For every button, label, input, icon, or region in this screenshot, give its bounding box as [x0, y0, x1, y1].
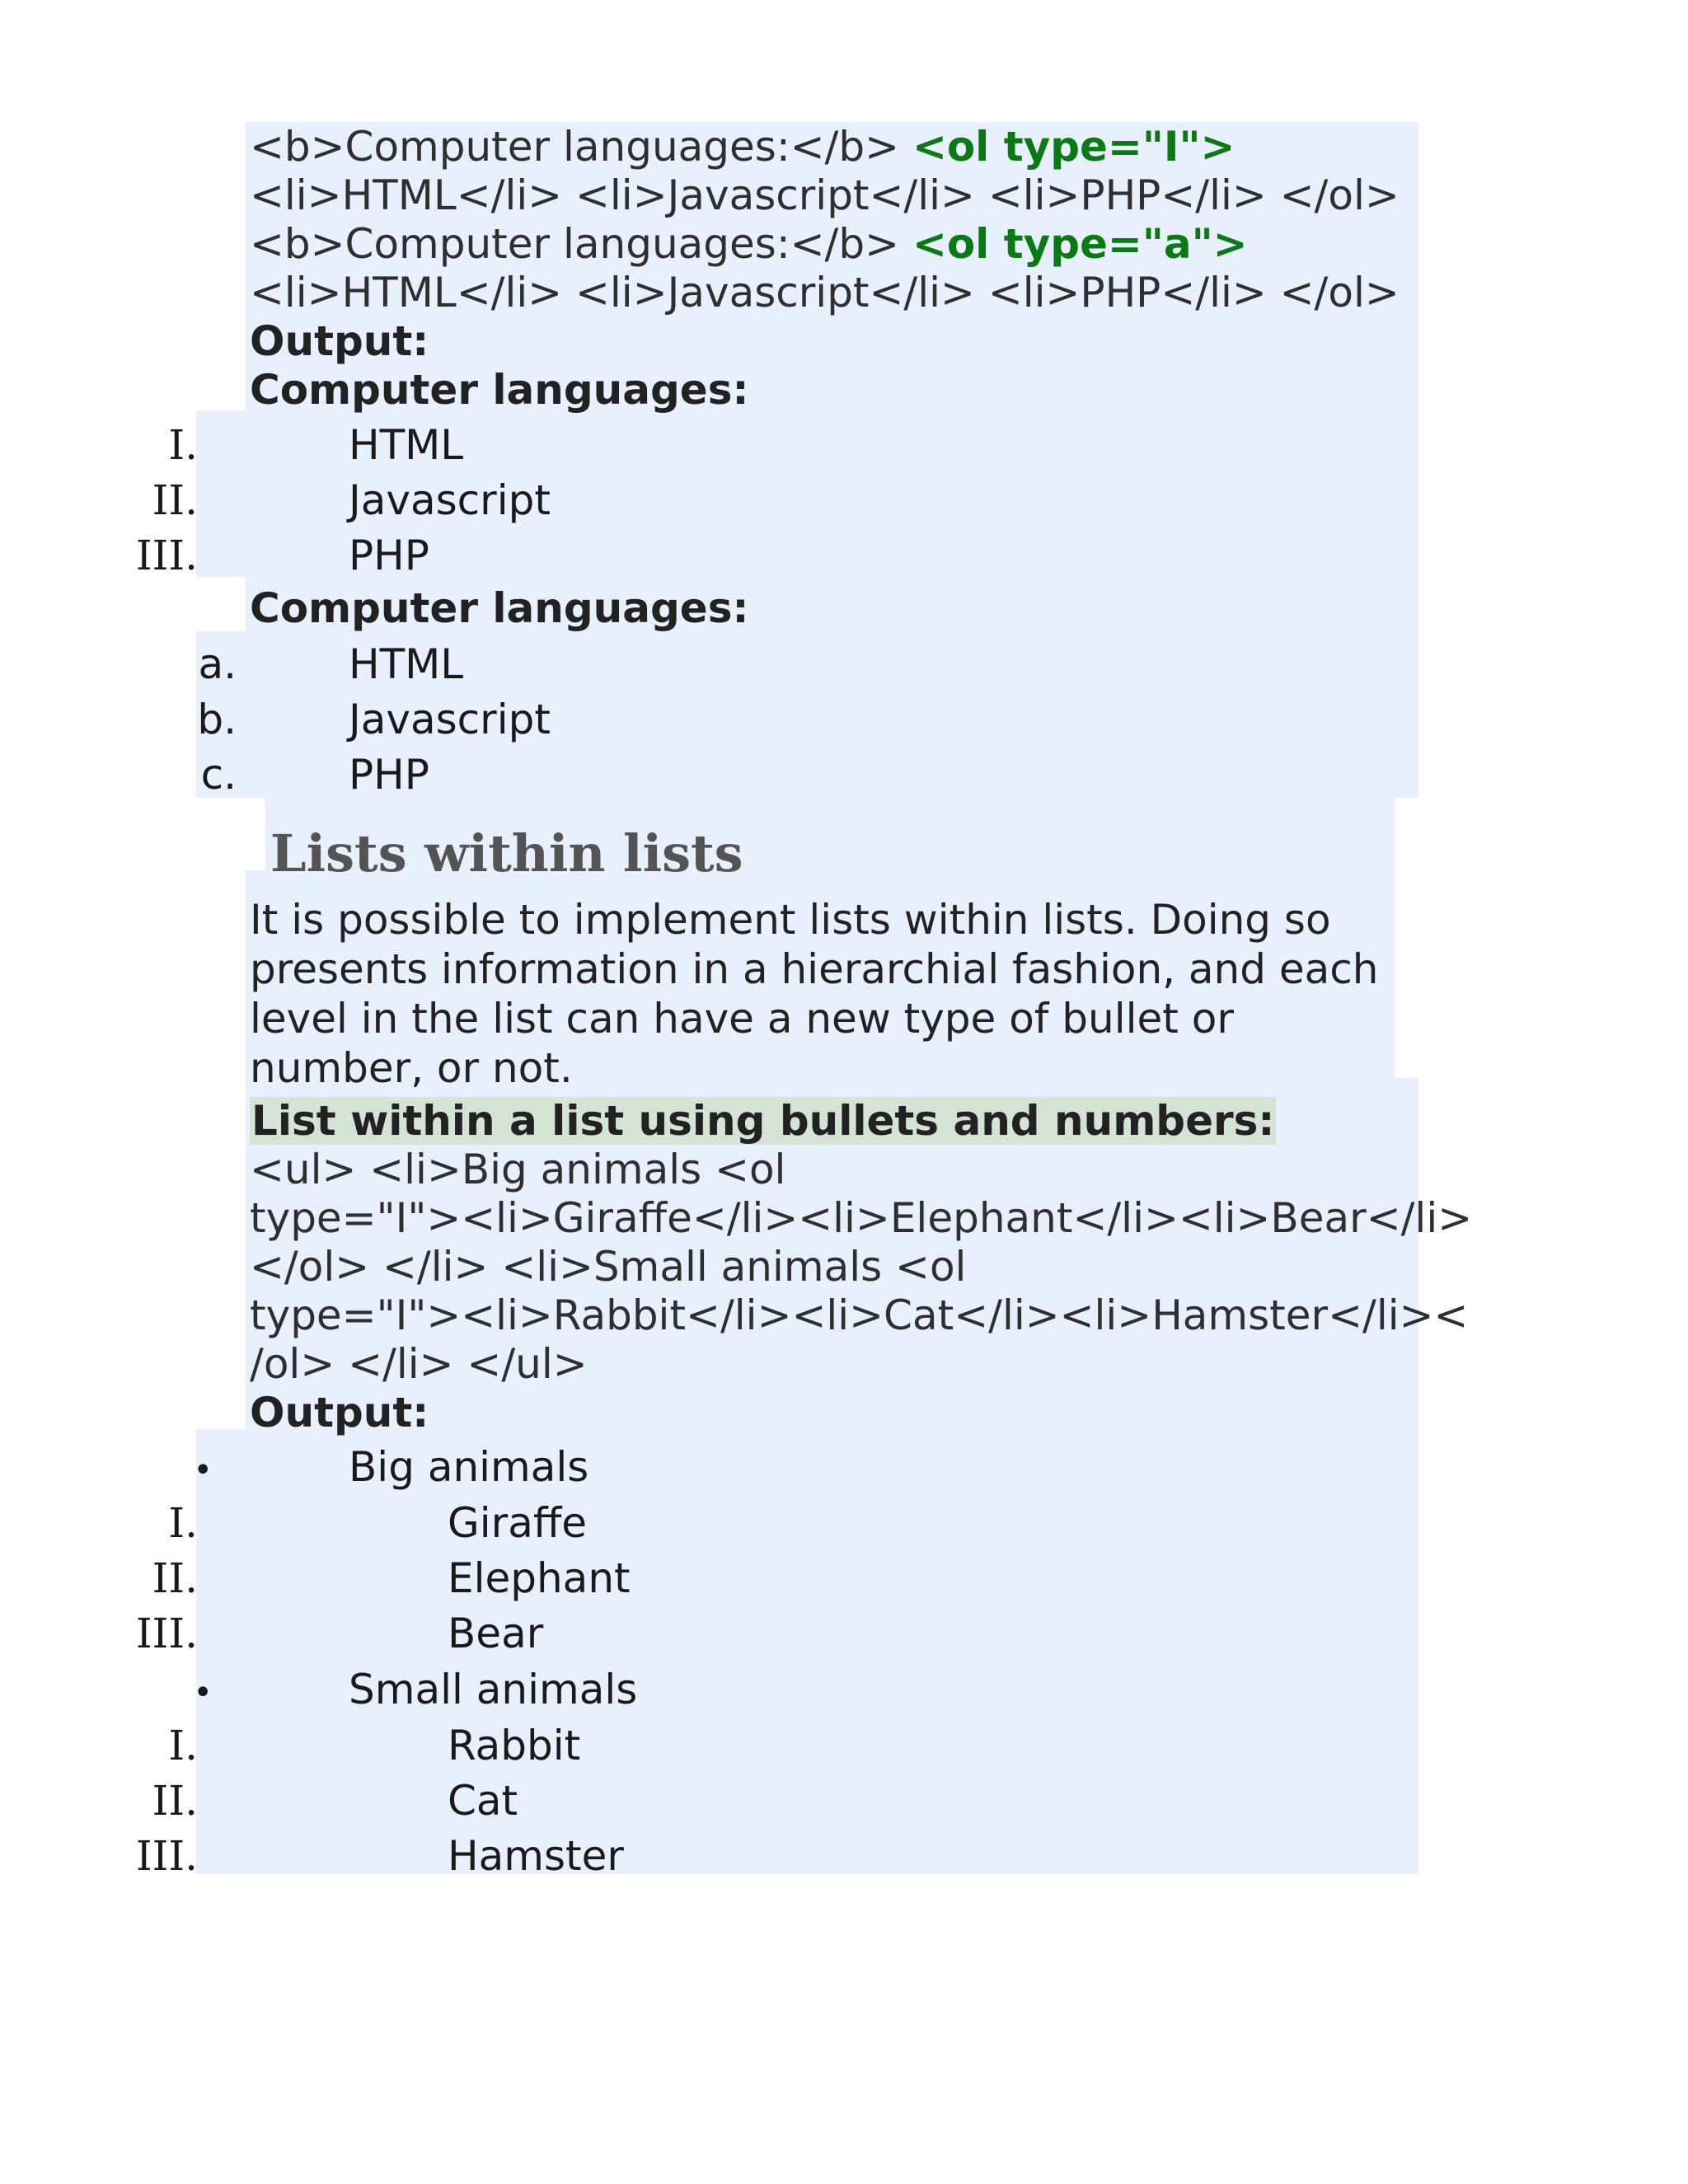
list-item: Javascript — [349, 696, 551, 743]
code-line: <ul> <li>Big animals <ol — [250, 1146, 786, 1193]
list-title: Computer languages: — [250, 584, 749, 632]
code-line: type="I"><li>Giraffe</li><li>Elephant</li><li>Bear</li> — [250, 1194, 1473, 1242]
code-text: <b>Computer languages:</b> — [250, 123, 912, 171]
list-marker: I. — [168, 1499, 198, 1547]
list-item: Hamster — [448, 1832, 624, 1880]
list-item: Rabbit — [448, 1722, 581, 1769]
list-marker: c. — [200, 751, 237, 799]
list-item: HTML — [349, 421, 464, 469]
code-text: <li>HTML</li> <li>Javascript</li> <li>PHP</li> </ol> — [250, 269, 1400, 316]
code-tag-highlight: <ol type="I"> — [912, 123, 1236, 171]
code-line-4 — [250, 268, 1400, 317]
list-item: PHP — [349, 532, 429, 579]
code-line-2 — [250, 171, 1400, 220]
body-paragraph: It is possible to implement lists within lists. Doing so presents information in a hierarchial fashion, and each level in the list can have a new type of bullet or number, or not. — [250, 896, 1379, 1092]
code-line: </ol> </li> <li>Small animals <ol — [250, 1243, 967, 1291]
list-item: Giraffe — [448, 1499, 588, 1547]
list-marker: II. — [152, 476, 198, 524]
list-title: Computer languages: — [250, 366, 749, 414]
list-marker: II. — [152, 1554, 198, 1602]
list-item-parent: Big animals — [349, 1443, 589, 1491]
code-line: /ol> </li> </ul> — [250, 1340, 588, 1388]
example-label — [250, 1096, 1276, 1146]
list-item: PHP — [349, 751, 429, 799]
selection-panel-output-bottom — [196, 1429, 1418, 1874]
code-line-1 — [250, 122, 1235, 171]
list-item: Javascript — [349, 476, 551, 524]
bullet-marker: • — [193, 1674, 213, 1712]
code-tag-highlight: <ol type="a"> — [912, 220, 1248, 268]
output-label: Output: — [250, 1389, 429, 1436]
code-text: <b>Computer languages:</b> — [250, 220, 912, 268]
list-marker: III. — [135, 1832, 198, 1880]
list-item-parent: Small animals — [349, 1666, 638, 1713]
list-marker: a. — [198, 640, 237, 688]
list-item: Cat — [448, 1777, 518, 1825]
list-marker: I. — [168, 421, 198, 469]
bullet-marker: • — [193, 1451, 213, 1489]
list-marker: III. — [135, 1610, 198, 1657]
example-label-text: List within a list using bullets and numbers: — [251, 1097, 1275, 1145]
section-heading: Lists within lists — [270, 823, 743, 883]
code-text: <li>HTML</li> <li>Javascript</li> <li>PHP</li> </ol> — [250, 171, 1400, 219]
code-line-3 — [250, 219, 1248, 269]
list-item: HTML — [349, 640, 464, 688]
output-label: Output: — [250, 317, 429, 365]
list-item: Elephant — [448, 1554, 631, 1602]
code-line: type="I"><li>Rabbit</li><li>Cat</li><li>Hamster</li>< — [250, 1291, 1469, 1339]
list-item: Bear — [448, 1610, 544, 1657]
list-marker: III. — [135, 532, 198, 579]
list-marker: II. — [152, 1777, 198, 1825]
list-marker: b. — [197, 696, 237, 743]
list-marker: I. — [168, 1722, 198, 1769]
